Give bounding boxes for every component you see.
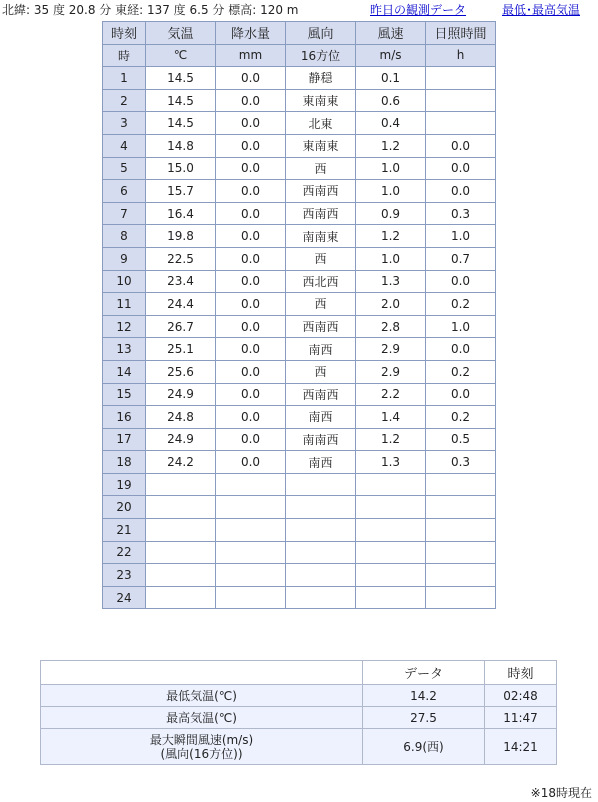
table-row bbox=[103, 225, 496, 248]
cell-hour: 13 bbox=[103, 338, 146, 361]
cell-wind-direction: 西北西 bbox=[286, 270, 356, 293]
cell-precipitation: 0.0 bbox=[216, 406, 286, 429]
cell-temperature: 24.2 bbox=[146, 451, 216, 474]
yesterday-data-link[interactable]: 昨日の観測データ bbox=[370, 3, 467, 17]
cell-hour: 12 bbox=[103, 315, 146, 338]
cell-sunshine bbox=[426, 541, 496, 564]
cell-temperature: 26.7 bbox=[146, 315, 216, 338]
cell-wind-speed bbox=[356, 564, 426, 587]
cell-hour: 4 bbox=[103, 134, 146, 157]
cell-precipitation: 0.0 bbox=[216, 225, 286, 248]
cell-temperature bbox=[146, 586, 216, 609]
daily-summary-table bbox=[40, 660, 557, 765]
cell-wind-direction bbox=[286, 496, 356, 519]
unit-temperature: ℃ bbox=[146, 44, 216, 67]
min-max-temp-link[interactable]: 最低･最高気温 bbox=[502, 3, 581, 17]
table-row bbox=[103, 451, 496, 474]
unit-sunshine: h bbox=[426, 44, 496, 67]
cell-wind-direction: 西 bbox=[286, 293, 356, 316]
cell-wind-speed bbox=[356, 519, 426, 542]
summary-header-time: 時刻 bbox=[485, 661, 557, 685]
table-row bbox=[103, 564, 496, 587]
table-row bbox=[103, 89, 496, 112]
cell-hour: 6 bbox=[103, 180, 146, 203]
cell-wind-direction: 西南西 bbox=[286, 180, 356, 203]
cell-sunshine: 0.0 bbox=[426, 180, 496, 203]
table-row bbox=[103, 180, 496, 203]
summary-time: 14:21 bbox=[485, 729, 557, 765]
cell-precipitation: 0.0 bbox=[216, 202, 286, 225]
cell-hour: 23 bbox=[103, 564, 146, 587]
table-row bbox=[103, 293, 496, 316]
cell-temperature: 14.5 bbox=[146, 89, 216, 112]
cell-hour: 18 bbox=[103, 451, 146, 474]
unit-wind-speed: m/s bbox=[356, 44, 426, 67]
table-row bbox=[103, 247, 496, 270]
cell-precipitation: 0.0 bbox=[216, 270, 286, 293]
col-header-precipitation: 降水量 bbox=[216, 22, 286, 45]
cell-hour: 14 bbox=[103, 360, 146, 383]
col-header-temperature: 気温 bbox=[146, 22, 216, 45]
cell-precipitation bbox=[216, 519, 286, 542]
table-row bbox=[103, 360, 496, 383]
cell-wind-direction: 北東 bbox=[286, 112, 356, 135]
cell-precipitation: 0.0 bbox=[216, 134, 286, 157]
cell-temperature: 25.6 bbox=[146, 360, 216, 383]
cell-wind-speed: 1.0 bbox=[356, 180, 426, 203]
unit-hour: 時 bbox=[103, 44, 146, 67]
cell-wind-speed: 1.3 bbox=[356, 451, 426, 474]
cell-sunshine bbox=[426, 473, 496, 496]
cell-sunshine: 0.0 bbox=[426, 270, 496, 293]
summary-row bbox=[41, 685, 557, 707]
unit-precipitation: mm bbox=[216, 44, 286, 67]
cell-wind-direction bbox=[286, 564, 356, 587]
cell-sunshine bbox=[426, 67, 496, 90]
table-row bbox=[103, 406, 496, 429]
table-row bbox=[103, 112, 496, 135]
cell-precipitation: 0.0 bbox=[216, 428, 286, 451]
cell-wind-direction bbox=[286, 473, 356, 496]
cell-hour: 9 bbox=[103, 247, 146, 270]
cell-wind-speed: 0.1 bbox=[356, 67, 426, 90]
cell-temperature: 24.8 bbox=[146, 406, 216, 429]
cell-wind-speed: 2.2 bbox=[356, 383, 426, 406]
cell-precipitation bbox=[216, 541, 286, 564]
cell-precipitation: 0.0 bbox=[216, 293, 286, 316]
cell-wind-speed bbox=[356, 541, 426, 564]
cell-wind-speed: 1.4 bbox=[356, 406, 426, 429]
cell-hour: 17 bbox=[103, 428, 146, 451]
cell-sunshine bbox=[426, 112, 496, 135]
table-row bbox=[103, 473, 496, 496]
cell-wind-direction: 西南西 bbox=[286, 383, 356, 406]
cell-sunshine: 1.0 bbox=[426, 225, 496, 248]
summary-value: 14.2 bbox=[363, 685, 485, 707]
cell-wind-direction: 西 bbox=[286, 157, 356, 180]
cell-hour: 20 bbox=[103, 496, 146, 519]
cell-hour: 1 bbox=[103, 67, 146, 90]
cell-precipitation: 0.0 bbox=[216, 157, 286, 180]
cell-wind-direction: 南西 bbox=[286, 338, 356, 361]
cell-temperature bbox=[146, 496, 216, 519]
summary-label-line1: 最大瞬間風速(m/s) bbox=[149, 732, 254, 747]
cell-wind-direction bbox=[286, 519, 356, 542]
cell-precipitation bbox=[216, 473, 286, 496]
summary-label bbox=[41, 729, 363, 765]
summary-label-line1: 最高気温(℃) bbox=[166, 710, 237, 725]
cell-precipitation: 0.0 bbox=[216, 315, 286, 338]
cell-wind-speed: 2.0 bbox=[356, 293, 426, 316]
cell-temperature bbox=[146, 564, 216, 587]
cell-sunshine: 0.7 bbox=[426, 247, 496, 270]
cell-hour: 2 bbox=[103, 89, 146, 112]
cell-sunshine: 0.0 bbox=[426, 157, 496, 180]
summary-row bbox=[41, 729, 557, 765]
cell-precipitation bbox=[216, 586, 286, 609]
cell-sunshine: 0.2 bbox=[426, 406, 496, 429]
cell-precipitation bbox=[216, 496, 286, 519]
cell-sunshine: 0.2 bbox=[426, 293, 496, 316]
cell-wind-speed: 1.3 bbox=[356, 270, 426, 293]
unit-wind-direction: 16方位 bbox=[286, 44, 356, 67]
cell-sunshine: 0.3 bbox=[426, 202, 496, 225]
cell-wind-direction bbox=[286, 541, 356, 564]
cell-hour: 7 bbox=[103, 202, 146, 225]
cell-precipitation: 0.0 bbox=[216, 89, 286, 112]
cell-precipitation: 0.0 bbox=[216, 247, 286, 270]
col-header-wind-direction: 風向 bbox=[286, 22, 356, 45]
cell-wind-speed bbox=[356, 473, 426, 496]
cell-sunshine bbox=[426, 564, 496, 587]
cell-wind-direction: 南南東 bbox=[286, 225, 356, 248]
cell-wind-speed: 1.2 bbox=[356, 134, 426, 157]
cell-wind-speed: 2.8 bbox=[356, 315, 426, 338]
table-row bbox=[103, 428, 496, 451]
cell-temperature: 24.4 bbox=[146, 293, 216, 316]
col-header-hour: 時刻 bbox=[103, 22, 146, 45]
cell-temperature: 14.8 bbox=[146, 134, 216, 157]
cell-wind-direction: 東南東 bbox=[286, 134, 356, 157]
cell-wind-speed: 2.9 bbox=[356, 360, 426, 383]
cell-precipitation: 0.0 bbox=[216, 360, 286, 383]
cell-hour: 24 bbox=[103, 586, 146, 609]
cell-sunshine: 0.0 bbox=[426, 134, 496, 157]
cell-hour: 22 bbox=[103, 541, 146, 564]
summary-time: 11:47 bbox=[485, 707, 557, 729]
cell-precipitation: 0.0 bbox=[216, 451, 286, 474]
table-row bbox=[103, 383, 496, 406]
table-row bbox=[103, 67, 496, 90]
summary-value: 27.5 bbox=[363, 707, 485, 729]
summary-header-value: データ bbox=[363, 661, 485, 685]
cell-wind-direction: 西 bbox=[286, 247, 356, 270]
cell-wind-direction: 西 bbox=[286, 360, 356, 383]
col-header-sunshine: 日照時間 bbox=[426, 22, 496, 45]
table-row bbox=[103, 338, 496, 361]
cell-wind-direction bbox=[286, 586, 356, 609]
cell-temperature: 24.9 bbox=[146, 428, 216, 451]
cell-precipitation: 0.0 bbox=[216, 338, 286, 361]
cell-precipitation: 0.0 bbox=[216, 67, 286, 90]
cell-wind-speed: 2.9 bbox=[356, 338, 426, 361]
table-row bbox=[103, 496, 496, 519]
cell-wind-speed bbox=[356, 496, 426, 519]
summary-header-item bbox=[41, 661, 363, 685]
cell-wind-speed: 1.2 bbox=[356, 225, 426, 248]
cell-hour: 10 bbox=[103, 270, 146, 293]
hourly-observation-table bbox=[102, 21, 496, 609]
summary-label-line1: 最低気温(℃) bbox=[166, 688, 237, 703]
summary-label bbox=[41, 685, 363, 707]
cell-hour: 21 bbox=[103, 519, 146, 542]
cell-sunshine: 1.0 bbox=[426, 315, 496, 338]
summary-value: 6.9(西) bbox=[363, 729, 485, 765]
table-row bbox=[103, 315, 496, 338]
cell-sunshine bbox=[426, 89, 496, 112]
cell-wind-speed bbox=[356, 586, 426, 609]
cell-temperature: 14.5 bbox=[146, 112, 216, 135]
cell-precipitation: 0.0 bbox=[216, 383, 286, 406]
summary-row bbox=[41, 707, 557, 729]
cell-temperature: 16.4 bbox=[146, 202, 216, 225]
cell-wind-speed: 1.2 bbox=[356, 428, 426, 451]
table-row bbox=[103, 519, 496, 542]
cell-hour: 19 bbox=[103, 473, 146, 496]
cell-hour: 11 bbox=[103, 293, 146, 316]
cell-precipitation bbox=[216, 564, 286, 587]
cell-precipitation: 0.0 bbox=[216, 112, 286, 135]
cell-temperature: 15.7 bbox=[146, 180, 216, 203]
cell-sunshine: 0.0 bbox=[426, 383, 496, 406]
table-row bbox=[103, 541, 496, 564]
cell-sunshine bbox=[426, 496, 496, 519]
table-row bbox=[103, 586, 496, 609]
cell-temperature bbox=[146, 519, 216, 542]
location-text: 北緯: 35 度 20.8 分 東経: 137 度 6.5 分 標高: 120 m bbox=[2, 3, 299, 17]
cell-sunshine: 0.5 bbox=[426, 428, 496, 451]
cell-temperature: 24.9 bbox=[146, 383, 216, 406]
table-row bbox=[103, 157, 496, 180]
location-header bbox=[0, 0, 598, 20]
cell-wind-speed: 0.4 bbox=[356, 112, 426, 135]
cell-sunshine bbox=[426, 586, 496, 609]
cell-hour: 5 bbox=[103, 157, 146, 180]
table-row bbox=[103, 134, 496, 157]
col-header-wind-speed: 風速 bbox=[356, 22, 426, 45]
cell-wind-speed: 0.9 bbox=[356, 202, 426, 225]
summary-label bbox=[41, 707, 363, 729]
cell-hour: 3 bbox=[103, 112, 146, 135]
cell-temperature: 22.5 bbox=[146, 247, 216, 270]
cell-hour: 15 bbox=[103, 383, 146, 406]
summary-time: 02:48 bbox=[485, 685, 557, 707]
cell-hour: 8 bbox=[103, 225, 146, 248]
cell-wind-direction: 西南西 bbox=[286, 315, 356, 338]
cell-temperature: 25.1 bbox=[146, 338, 216, 361]
cell-temperature: 23.4 bbox=[146, 270, 216, 293]
as-of-note: ※18時現在 bbox=[530, 786, 592, 800]
cell-wind-speed: 1.0 bbox=[356, 157, 426, 180]
cell-wind-direction: 静穏 bbox=[286, 67, 356, 90]
cell-hour: 16 bbox=[103, 406, 146, 429]
cell-sunshine: 0.2 bbox=[426, 360, 496, 383]
cell-temperature: 14.5 bbox=[146, 67, 216, 90]
cell-wind-direction: 南西 bbox=[286, 451, 356, 474]
table-row bbox=[103, 202, 496, 225]
cell-temperature: 19.8 bbox=[146, 225, 216, 248]
cell-temperature bbox=[146, 473, 216, 496]
cell-wind-direction: 東南東 bbox=[286, 89, 356, 112]
summary-label-line2: (風向(16方位)) bbox=[160, 746, 243, 761]
cell-wind-direction: 西南西 bbox=[286, 202, 356, 225]
cell-wind-direction: 南南西 bbox=[286, 428, 356, 451]
cell-precipitation: 0.0 bbox=[216, 180, 286, 203]
cell-wind-speed: 0.6 bbox=[356, 89, 426, 112]
cell-sunshine bbox=[426, 519, 496, 542]
cell-wind-speed: 1.0 bbox=[356, 247, 426, 270]
table-row bbox=[103, 270, 496, 293]
cell-sunshine: 0.3 bbox=[426, 451, 496, 474]
cell-temperature: 15.0 bbox=[146, 157, 216, 180]
cell-wind-direction: 南西 bbox=[286, 406, 356, 429]
cell-sunshine: 0.0 bbox=[426, 338, 496, 361]
cell-temperature bbox=[146, 541, 216, 564]
